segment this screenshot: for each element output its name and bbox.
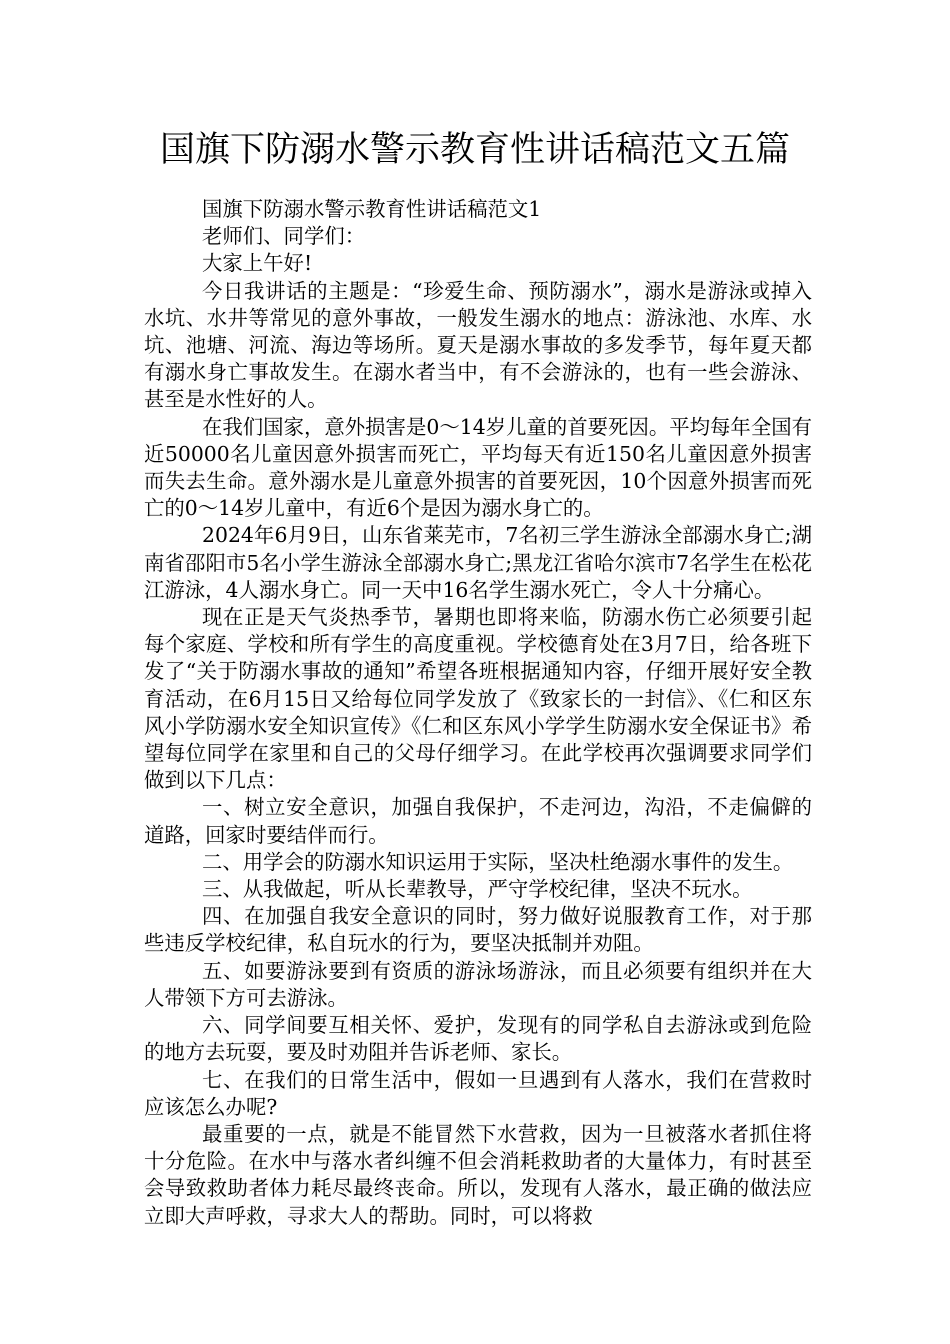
list-item: 四、在加强自我安全意识的同时，努力做好说服教育工作，对于那些违反学校纪律，私自玩水的行为，要坚决抵制并劝阻。 [144, 904, 812, 956]
paragraph: 在我们国家，意外损害是0～14岁儿童的首要死因。平均每年全国有近50000名儿童因意外损害而死亡，平均每天有近150名儿童因意外损害而失去生命。意外溺水是儿童意外损害的首要死因，10个因意外损害而死亡的0～14岁儿童中，有近6个是因为溺水身亡的。 [144, 414, 812, 521]
paragraph-salutation: 老师们、同学们： [202, 224, 366, 249]
paragraph-greeting: 大家上午好! [202, 251, 313, 276]
paragraph: 今日我讲话的主题是：“珍爱生命、预防溺水”，溺水是游泳或掉入水坑、水井等常见的意外事故，一般发生溺水的地点：游泳池、水库、水坑、池塘、河流、海边等场所。夏天是溺水事故的多发季节，每年夏天都有溺水身亡事故发生。在溺水者当中，有不会游泳的，也有一些会游泳、甚至是水性好的人。 [144, 278, 812, 412]
document-body [144, 196, 812, 1230]
list-item: 二、用学会的防溺水知识运用于实际，坚决杜绝溺水事件的发生。 [202, 849, 794, 874]
paragraph: 最重要的一点，就是不能冒然下水营救，因为一旦被落水者抓住将十分危险。在水中与落水者纠缠不但会消耗救助者的大量体力，有时甚至会导致救助者体力耗尽最终丧命。所以，发现有人落水，最正确的做法应立即大声呼救，寻求大人的帮助。同时，可以将救 [144, 1121, 812, 1228]
list-item: 三、从我做起，听从长辈教导，严守学校纪律，坚决不玩水。 [202, 877, 753, 902]
list-item: 七、在我们的日常生活中，假如一旦遇到有人落水，我们在营救时应该怎么办呢? [144, 1067, 812, 1119]
list-item: 一、树立安全意识，加强自我保护，不走河边，沟沿，不走偏僻的道路，回家时要结伴而行。 [144, 795, 812, 847]
paragraph: 2024年6月9日，山东省莱芜市，7名初三学生游泳全部溺水身亡;湖南省邵阳市5名小学生游泳全部溺水身亡;黑龙江省哈尔滨市7名学生在松花江游泳，4人溺水身亡。同一天中16名学生溺水死亡，令人十分痛心。 [144, 523, 812, 602]
list-item: 五、如要游泳要到有资质的游泳场游泳，而且必须要有组织并在大人带领下方可去游泳。 [144, 958, 812, 1010]
paragraph: 现在正是天气炎热季节，暑期也即将来临，防溺水伤亡必须要引起每个家庭、学校和所有学生的高度重视。学校德育处在3月7日，给各班下发了“关于防溺水事故的通知”希望各班根据通知内容，仔细开展好安全教育活动，在6月15日又给每位同学发放了《致家长的一封信》、《仁和区东风小学防溺水安全知识宣传》《仁和区东风小学学生防溺水安全保证书》希望每位同学在家里和自己的父母仔细学习。在此学校再次强调要求同学们做到以下几点： [144, 605, 812, 793]
paragraph-subtitle: 国旗下防溺水警示教育性讲话稿范文1 [202, 197, 542, 221]
list-item: 六、同学间要互相关怀、爱护，发现有的同学私自去游泳或到危险的地方去玩耍，要及时劝阻并告诉老师、家长。 [144, 1013, 812, 1065]
document-title: 国旗下防溺水警示教育性讲话稿范文五篇 [159, 130, 790, 170]
